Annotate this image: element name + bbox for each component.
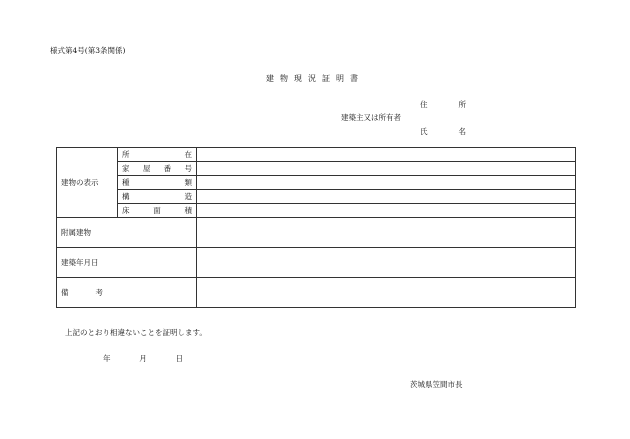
- document-title: 建物現況証明書: [266, 74, 364, 83]
- month-label: 月: [139, 354, 147, 363]
- date-line: [103, 353, 183, 364]
- certification-statement: 上記のとおり相違ないことを証明します。: [65, 328, 207, 337]
- building-info-table: [56, 147, 576, 308]
- remarks-label: 備 考: [57, 278, 197, 308]
- type-label: 種 類: [118, 176, 197, 190]
- structure-label: 構 造: [118, 190, 197, 204]
- house-number-value[interactable]: [197, 162, 576, 176]
- location-label: 所 在: [118, 148, 197, 162]
- form-number: 様式第4号(第3条関係): [50, 46, 126, 55]
- built-date-value[interactable]: [197, 248, 576, 278]
- name-label: 氏 名: [420, 127, 466, 136]
- type-value[interactable]: [197, 176, 576, 190]
- floor-area-value[interactable]: [197, 204, 576, 218]
- day-label: 日: [175, 354, 183, 363]
- year-label: 年: [103, 354, 111, 363]
- remarks-value[interactable]: [197, 278, 576, 308]
- built-date-label: 建築年月日: [57, 248, 197, 278]
- issuer-name: 茨城県笠間市長: [410, 380, 463, 389]
- holder-label: 建築主又は所有者: [341, 113, 401, 122]
- annex-building-value[interactable]: [197, 218, 576, 248]
- structure-value[interactable]: [197, 190, 576, 204]
- building-display-label: 建物の表示: [57, 148, 118, 218]
- location-value[interactable]: [197, 148, 576, 162]
- address-label: 住 所: [420, 100, 466, 109]
- house-number-label: 家 屋 番 号: [118, 162, 197, 176]
- annex-building-label: 附属建物: [57, 218, 197, 248]
- floor-area-label: 床 面 積: [118, 204, 197, 218]
